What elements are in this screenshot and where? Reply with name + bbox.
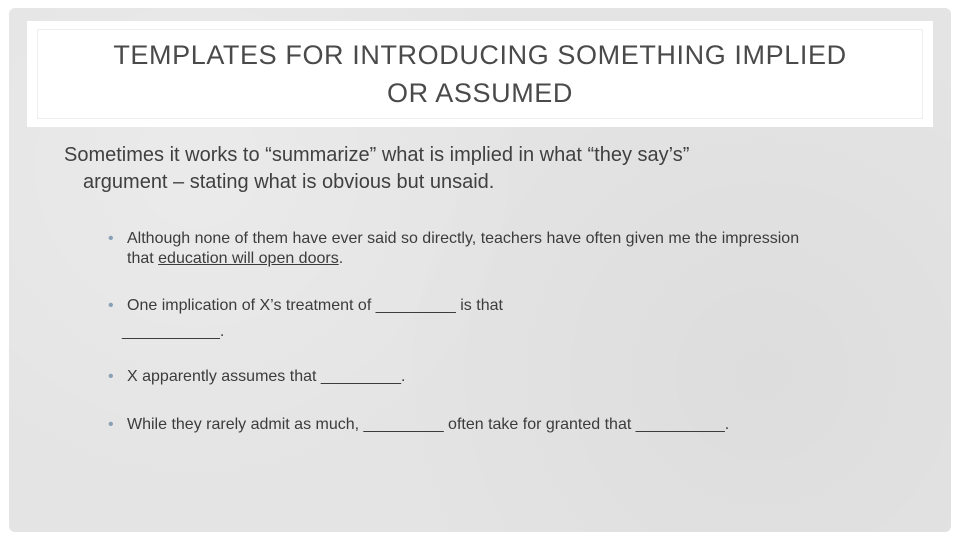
- bullet-dot: •: [108, 368, 114, 385]
- bullet-item-3: [108, 367, 405, 387]
- intro-paragraph: [64, 142, 864, 196]
- title-line-1: TEMPLATES FOR INTRODUCING SOMETHING IMPLIED: [113, 40, 847, 70]
- bullet-1-suffix: .: [338, 250, 344, 267]
- title-line-2: OR ASSUMED: [386, 78, 574, 108]
- bullet-3-line-1: X apparently assumes that _________.: [127, 368, 406, 385]
- intro-line-1: Sometimes it works to “summarize” what is implied in what “they say’s”: [64, 144, 690, 166]
- title-frame: [37, 29, 923, 119]
- bullet-1-prefix: that: [127, 250, 159, 267]
- bullet-dot: •: [108, 297, 114, 314]
- bullet-2-line-2: ___________.: [122, 323, 225, 340]
- bullet-2-line-1: One implication of X’s treatment of _________ is that: [127, 297, 503, 314]
- bullet-dot: •: [108, 416, 114, 433]
- bullet-item-2: [108, 296, 503, 342]
- bullet-dot: •: [108, 230, 114, 247]
- bullet-item-4: [108, 415, 729, 435]
- bullet-1-line-1: Although none of them have ever said so directly, teachers have often given me the impression: [127, 230, 800, 247]
- bullet-item-1: [108, 229, 799, 269]
- intro-line-2: argument – stating what is obvious but unsaid.: [83, 171, 495, 193]
- bullet-4-line-1: While they rarely admit as much, _________ often take for granted that __________.: [127, 416, 730, 433]
- title-box: [27, 21, 933, 127]
- bullet-1-underlined-phrase: education will open doors: [158, 250, 339, 267]
